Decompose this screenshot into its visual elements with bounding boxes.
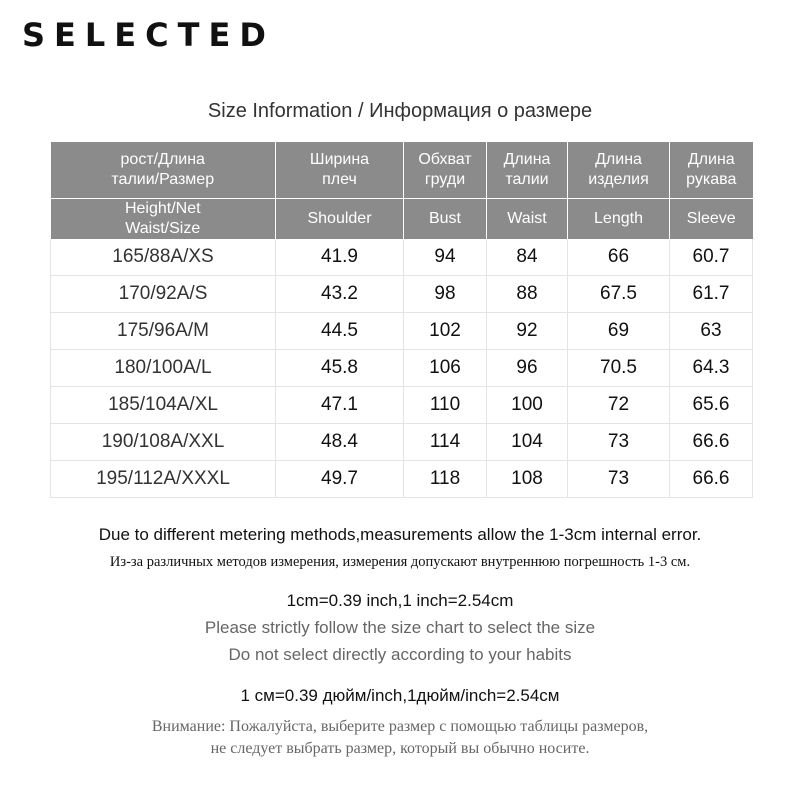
error-note-en: Due to different metering methods,measurements allow the 1-3cm internal error. [98, 525, 702, 544]
error-note-ru: Из-за различных методов измерения, измерения допускают внутреннюю погрешность 1-3 см. [109, 554, 691, 570]
header-ru-waist: Длина талии [487, 142, 568, 199]
sleeve-cell: 66.6 [670, 461, 753, 498]
length-cell: 67.5 [568, 276, 670, 313]
header-ru-sleeve: Длина рукава [670, 142, 753, 199]
bust-cell: 114 [404, 424, 487, 461]
header-en-size: Height/Net Waist/Size [51, 199, 276, 240]
conversion-note-en: 1cm=0.39 inch,1 inch=2.54cm [286, 591, 514, 610]
header-ru-length: Длина изделия [568, 142, 670, 199]
shoulder-cell: 45.8 [276, 350, 404, 387]
bust-cell: 98 [404, 276, 487, 313]
sleeve-cell: 66.6 [670, 424, 753, 461]
habits-note: Do not select directly according to your habits [228, 645, 572, 664]
waist-cell: 100 [487, 387, 568, 424]
size-cell: 175/96A/M [51, 313, 276, 350]
table-row [51, 276, 753, 313]
header-ru-size: рост/Длина талии/Размер [51, 142, 276, 199]
attention-note-ru-line2: не следует выбрать размер, который вы обычно носите. [210, 740, 590, 757]
waist-cell: 92 [487, 313, 568, 350]
shoulder-cell: 47.1 [276, 387, 404, 424]
header-en-length: Length [568, 199, 670, 240]
length-cell: 66 [568, 239, 670, 276]
bust-cell: 102 [404, 313, 487, 350]
size-cell: 180/100A/L [51, 350, 276, 387]
conversion-note-ru: 1 см=0.39 дюйм/inch,1дюйм/inch=2.54см [240, 686, 560, 705]
shoulder-cell: 44.5 [276, 313, 404, 350]
header-ru-shoulder: Ширина плеч [276, 142, 404, 199]
sleeve-cell: 60.7 [670, 239, 753, 276]
page-title: Size Information / Информация о размере [207, 100, 593, 122]
shoulder-cell: 41.9 [276, 239, 404, 276]
sleeve-cell: 63 [670, 313, 753, 350]
length-cell: 73 [568, 424, 670, 461]
table-row [51, 350, 753, 387]
shoulder-cell: 48.4 [276, 424, 404, 461]
waist-cell: 104 [487, 424, 568, 461]
waist-cell: 96 [487, 350, 568, 387]
length-cell: 69 [568, 313, 670, 350]
waist-cell: 84 [487, 239, 568, 276]
table-row [51, 313, 753, 350]
bust-cell: 94 [404, 239, 487, 276]
bust-cell: 118 [404, 461, 487, 498]
header-en-shoulder: Shoulder [276, 199, 404, 240]
length-cell: 70.5 [568, 350, 670, 387]
size-cell: 165/88A/XS [51, 239, 276, 276]
size-chart-table [50, 142, 753, 498]
bust-cell: 106 [404, 350, 487, 387]
header-row-english [51, 199, 753, 240]
header-en-waist: Waist [487, 199, 568, 240]
table-row [51, 387, 753, 424]
header-en-sleeve: Sleeve [670, 199, 753, 240]
size-cell: 190/108A/XXL [51, 424, 276, 461]
waist-cell: 108 [487, 461, 568, 498]
shoulder-cell: 43.2 [276, 276, 404, 313]
brand-logo: SELECTED [22, 16, 275, 54]
follow-chart-note: Please strictly follow the size chart to select the size [204, 618, 596, 637]
length-cell: 73 [568, 461, 670, 498]
header-row-russian [51, 142, 753, 199]
sleeve-cell: 64.3 [670, 350, 753, 387]
table-row [51, 424, 753, 461]
length-cell: 72 [568, 387, 670, 424]
sleeve-cell: 61.7 [670, 276, 753, 313]
table-row [51, 461, 753, 498]
header-ru-bust: Обхват груди [404, 142, 487, 199]
size-cell: 195/112A/XXXL [51, 461, 276, 498]
sleeve-cell: 65.6 [670, 387, 753, 424]
bust-cell: 110 [404, 387, 487, 424]
waist-cell: 88 [487, 276, 568, 313]
size-cell: 170/92A/S [51, 276, 276, 313]
header-en-bust: Bust [404, 199, 487, 240]
shoulder-cell: 49.7 [276, 461, 404, 498]
attention-note-ru-line1: Внимание: Пожалуйста, выберите размер с помощью таблицы размеров, [151, 718, 649, 735]
size-cell: 185/104A/XL [51, 387, 276, 424]
table-row [51, 239, 753, 276]
